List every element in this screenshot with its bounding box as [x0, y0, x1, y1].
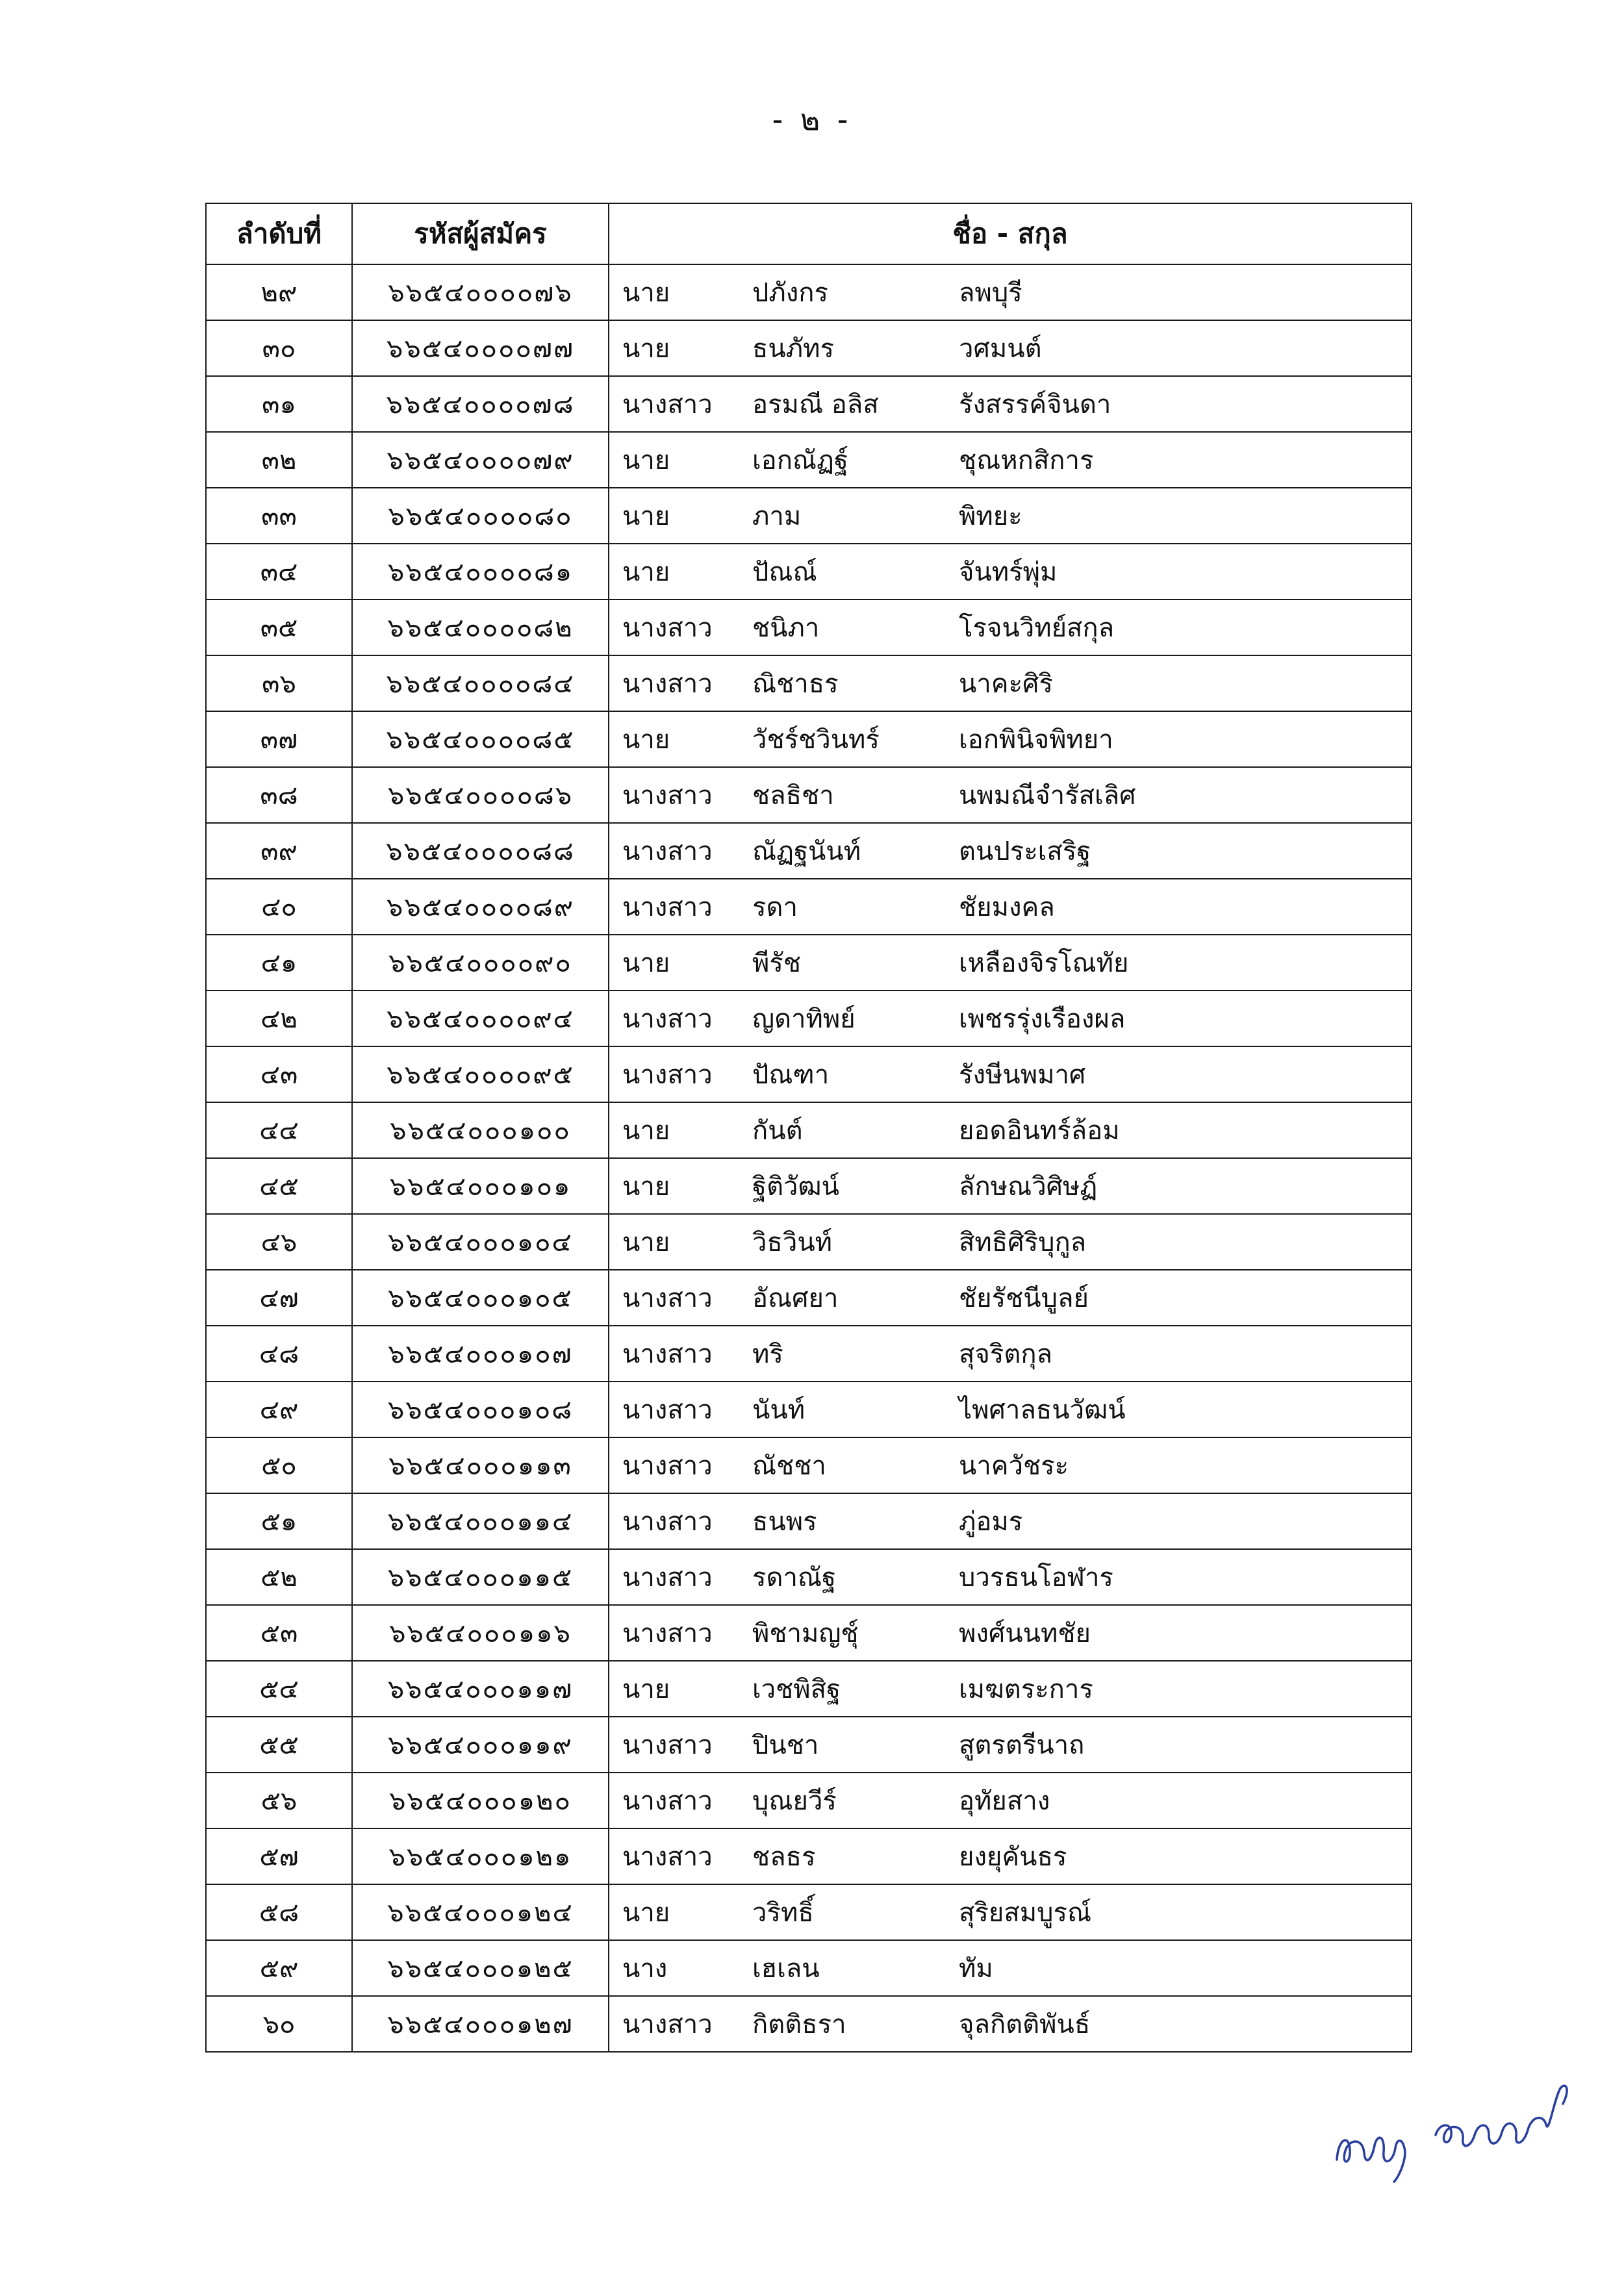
last-name: เหลืองจิรโณทัย [959, 948, 1129, 978]
last-name: ชัยรัชนีบูลย์ [959, 1283, 1089, 1313]
first-name: ฐิติวัฒน์ [752, 1172, 839, 1202]
first-name: ชลธิชา [752, 781, 834, 811]
last-name: รังสรรค์จินดา [959, 390, 1111, 420]
full-name [609, 1326, 1412, 1382]
table-row [206, 1102, 1412, 1158]
first-name: ภาม [752, 501, 802, 531]
last-name: จุลกิตติพันธ์ [959, 2010, 1091, 2040]
table-row [206, 544, 1412, 600]
table-row [206, 823, 1412, 879]
row-no: ๓๕ [206, 600, 352, 655]
first-name: เวชพิสิฐ [752, 1674, 841, 1704]
table-row [206, 1717, 1412, 1773]
full-name [609, 711, 1412, 767]
row-no: ๕๓ [206, 1605, 352, 1661]
applicant-code: ๖๖๕๔๐๐๐๑๒๗ [352, 1996, 609, 2052]
row-no: ๕๖ [206, 1773, 352, 1828]
first-name: ญดาทิพย์ [752, 1004, 856, 1034]
name-title: นางสาว [622, 1730, 713, 1760]
applicant-code: ๖๖๕๔๐๐๐๑๒๕ [352, 1940, 609, 1996]
first-name: กิตติธรา [752, 2010, 846, 2040]
row-no: ๕๐ [206, 1437, 352, 1493]
last-name: จันทร์พุ่ม [959, 557, 1058, 587]
applicant-code: ๖๖๕๔๐๐๐๑๒๔ [352, 1884, 609, 1940]
applicant-code: ๖๖๕๔๐๐๐๑๐๑ [352, 1158, 609, 1214]
name-title: นางสาว [622, 781, 713, 811]
applicant-code: ๖๖๕๔๐๐๐๐๗๘ [352, 376, 609, 432]
row-no: ๔๙ [206, 1382, 352, 1437]
name-title: นาย [622, 1116, 670, 1146]
first-name: ณัชชา [752, 1451, 826, 1481]
name-title: นาย [622, 725, 670, 755]
last-name: อุทัยสาง [959, 1786, 1050, 1816]
first-name: วริทธิ์ [752, 1898, 814, 1928]
name-title: นางสาว [622, 613, 713, 643]
first-name: ธนภัทร [752, 334, 834, 364]
last-name: เพชรรุ่งเรืองผล [959, 1004, 1126, 1034]
table-row [206, 1605, 1412, 1661]
last-name: ชุณหกสิการ [959, 446, 1094, 475]
name-title: นางสาว [622, 1060, 713, 1090]
row-no: ๓๙ [206, 823, 352, 879]
row-no: ๔๒ [206, 991, 352, 1046]
full-name [609, 488, 1412, 544]
applicant-code: ๖๖๕๔๐๐๐๑๑๖ [352, 1605, 609, 1661]
applicant-code: ๖๖๕๔๐๐๐๐๘๘ [352, 823, 609, 879]
row-no: ๖๐ [206, 1996, 352, 2052]
last-name: เมฆตระการ [959, 1674, 1093, 1704]
header-name: ชื่อ - สกุล [609, 203, 1412, 264]
full-name [609, 1661, 1412, 1717]
first-name: ปัณณ์ [752, 557, 817, 587]
applicant-code: ๖๖๕๔๐๐๐๑๐๕ [352, 1270, 609, 1326]
row-no: ๔๓ [206, 1046, 352, 1102]
row-no: ๔๗ [206, 1270, 352, 1326]
first-name: ธนพร [752, 1507, 817, 1537]
header-no: ลำดับที่ [206, 203, 352, 264]
table-row [206, 376, 1412, 432]
row-no: ๔๕ [206, 1158, 352, 1214]
row-no: ๓๗ [206, 711, 352, 767]
applicant-code: ๖๖๕๔๐๐๐๑๒๑ [352, 1828, 609, 1884]
applicant-code: ๖๖๕๔๐๐๐๑๑๗ [352, 1661, 609, 1717]
row-no: ๔๔ [206, 1102, 352, 1158]
row-no: ๕๒ [206, 1549, 352, 1605]
name-title: นางสาว [622, 1004, 713, 1034]
applicant-table [205, 203, 1412, 2053]
full-name [609, 1158, 1412, 1214]
row-no: ๓๐ [206, 320, 352, 376]
table-row [206, 991, 1412, 1046]
first-name: ปภังกร [752, 278, 828, 308]
table-row [206, 767, 1412, 823]
first-name: ณัฏฐนันท์ [752, 837, 861, 866]
applicant-code: ๖๖๕๔๐๐๐๐๘๕ [352, 711, 609, 767]
full-name [609, 320, 1412, 376]
name-title: นาย [622, 278, 670, 308]
name-title: นางสาว [622, 1339, 713, 1369]
first-name: ทริ [752, 1339, 783, 1369]
table-row [206, 600, 1412, 655]
last-name: นาคะศิริ [959, 669, 1053, 699]
row-no: ๔๘ [206, 1326, 352, 1382]
row-no: ๓๓ [206, 488, 352, 544]
full-name [609, 1996, 1412, 2052]
row-no: ๕๑ [206, 1493, 352, 1549]
full-name [609, 767, 1412, 823]
last-name: พิทยะ [959, 501, 1022, 531]
name-title: นางสาว [622, 1786, 713, 1816]
row-no: ๓๖ [206, 655, 352, 711]
name-title: นาย [622, 1228, 670, 1257]
full-name [609, 823, 1412, 879]
first-name: เอกณัฏฐ์ [752, 446, 848, 475]
applicant-code: ๖๖๕๔๐๐๐๐๗๙ [352, 432, 609, 488]
full-name [609, 1046, 1412, 1102]
row-no: ๓๔ [206, 544, 352, 600]
table-row [206, 1270, 1412, 1326]
last-name: วศมนต์ [959, 334, 1042, 364]
first-name: ชนิภา [752, 613, 820, 643]
table-row [206, 1493, 1412, 1549]
last-name: ลักษณวิศิษฏ์ [959, 1172, 1098, 1202]
applicant-code: ๖๖๕๔๐๐๐๐๘๐ [352, 488, 609, 544]
applicant-code: ๖๖๕๔๐๐๐๐๙๕ [352, 1046, 609, 1102]
applicant-code: ๖๖๕๔๐๐๐๑๐๐ [352, 1102, 609, 1158]
applicant-code: ๖๖๕๔๐๐๐๐๗๖ [352, 264, 609, 320]
row-no: ๕๕ [206, 1717, 352, 1773]
last-name: ตนประเสริฐ [959, 837, 1091, 866]
full-name [609, 1940, 1412, 1996]
first-name: กันต์ [752, 1116, 803, 1146]
name-title: นาย [622, 1674, 670, 1704]
last-name: ไพศาลธนวัฒน์ [959, 1395, 1126, 1425]
name-title: นางสาว [622, 390, 713, 420]
last-name: สูตรตรีนาถ [959, 1730, 1085, 1760]
name-title: นาย [622, 334, 670, 364]
row-no: ๕๘ [206, 1884, 352, 1940]
last-name: พงศ์นนทชัย [959, 1619, 1091, 1649]
first-name: วัชร์ชวินทร์ [752, 725, 880, 755]
name-title: นางสาว [622, 2010, 713, 2040]
page-number: - ๒ - [772, 102, 852, 137]
name-title: นางสาว [622, 837, 713, 866]
table-row [206, 1046, 1412, 1102]
header-code: รหัสผู้สมัคร [352, 203, 609, 264]
name-title: นาย [622, 501, 670, 531]
applicant-code: ๖๖๕๔๐๐๐๐๗๗ [352, 320, 609, 376]
last-name: สุจริตกุล [959, 1339, 1053, 1369]
last-name: นพมณีจำรัสเลิศ [959, 781, 1136, 811]
applicant-code: ๖๖๕๔๐๐๐๐๘๙ [352, 879, 609, 935]
first-name: อัณศยา [752, 1283, 839, 1313]
table-row [206, 1996, 1412, 2052]
first-name: ปินชา [752, 1730, 819, 1760]
full-name [609, 1605, 1412, 1661]
name-title: นางสาว [622, 892, 713, 922]
table-row [206, 320, 1412, 376]
applicant-code: ๖๖๕๔๐๐๐๑๑๙ [352, 1717, 609, 1773]
table-row [206, 879, 1412, 935]
first-name: นันท์ [752, 1395, 806, 1425]
table-row [206, 1884, 1412, 1940]
full-name [609, 1773, 1412, 1828]
last-name: สิทธิศิริบุกูล [959, 1228, 1087, 1257]
table-row [206, 935, 1412, 991]
first-name: ชลธร [752, 1842, 816, 1872]
name-title: นางสาว [622, 1451, 713, 1481]
table-row [206, 1773, 1412, 1828]
table-row [206, 1828, 1412, 1884]
applicant-code: ๖๖๕๔๐๐๐๑๒๐ [352, 1773, 609, 1828]
last-name: ชัยมงคล [959, 892, 1055, 922]
applicant-code: ๖๖๕๔๐๐๐๑๑๓ [352, 1437, 609, 1493]
full-name [609, 655, 1412, 711]
row-no: ๓๑ [206, 376, 352, 432]
first-name: บุณยวีร์ [752, 1786, 837, 1816]
name-title: นางสาว [622, 669, 713, 699]
row-no: ๔๐ [206, 879, 352, 935]
name-title: นางสาว [622, 1507, 713, 1537]
row-no: ๕๔ [206, 1661, 352, 1717]
first-name: ณิชาธร [752, 669, 839, 699]
table-row [206, 711, 1412, 767]
row-no: ๒๙ [206, 264, 352, 320]
last-name: บวรธนโอฬาร [959, 1563, 1113, 1593]
last-name: โรจนวิทย์สกุล [959, 613, 1115, 643]
last-name: ภู่อมร [959, 1507, 1023, 1537]
table-row [206, 1158, 1412, 1214]
applicant-code: ๖๖๕๔๐๐๐๑๑๔ [352, 1493, 609, 1549]
last-name: ยอดอินทร์ล้อม [959, 1116, 1120, 1146]
table-row [206, 1661, 1412, 1717]
full-name [609, 1382, 1412, 1437]
row-no: ๔๑ [206, 935, 352, 991]
table-row [206, 1326, 1412, 1382]
table-row [206, 1382, 1412, 1437]
name-title: นางสาว [622, 1619, 713, 1649]
applicant-code: ๖๖๕๔๐๐๐๑๐๘ [352, 1382, 609, 1437]
table-row [206, 655, 1412, 711]
table-row [206, 432, 1412, 488]
name-title: นาย [622, 446, 670, 475]
full-name [609, 264, 1412, 320]
full-name [609, 1437, 1412, 1493]
first-name: รดา [752, 892, 798, 922]
full-name [609, 432, 1412, 488]
full-name [609, 1828, 1412, 1884]
table-row [206, 488, 1412, 544]
table-row [206, 1940, 1412, 1996]
first-name: รดาณัฐ [752, 1563, 837, 1593]
full-name [609, 1884, 1412, 1940]
name-title: นาย [622, 557, 670, 587]
full-name [609, 1717, 1412, 1773]
applicant-code: ๖๖๕๔๐๐๐๑๐๗ [352, 1326, 609, 1382]
name-title: นางสาว [622, 1842, 713, 1872]
full-name [609, 935, 1412, 991]
name-title: นางสาว [622, 1283, 713, 1313]
full-name [609, 600, 1412, 655]
full-name [609, 1493, 1412, 1549]
applicant-code: ๖๖๕๔๐๐๐๐๙๔ [352, 991, 609, 1046]
name-title: นาง [622, 1954, 668, 1984]
row-no: ๓๘ [206, 767, 352, 823]
full-name [609, 1270, 1412, 1326]
name-title: นางสาว [622, 1395, 713, 1425]
full-name [609, 1214, 1412, 1270]
name-title: นาย [622, 1172, 670, 1202]
applicant-code: ๖๖๕๔๐๐๐๐๘๔ [352, 655, 609, 711]
table-row [206, 1437, 1412, 1493]
last-name: ลพบุรี [959, 278, 1022, 308]
row-no: ๔๖ [206, 1214, 352, 1270]
last-name: นาควัชระ [959, 1451, 1069, 1481]
full-name [609, 376, 1412, 432]
first-name: อรมณี อลิส [752, 390, 879, 420]
applicant-code: ๖๖๕๔๐๐๐๑๐๔ [352, 1214, 609, 1270]
last-name: รังษีนพมาศ [959, 1060, 1086, 1090]
applicant-code: ๖๖๕๔๐๐๐๐๘๑ [352, 544, 609, 600]
first-name: พีรัช [752, 948, 801, 978]
applicant-code: ๖๖๕๔๐๐๐๑๑๕ [352, 1549, 609, 1605]
first-name: พิชามญชุ์ [752, 1619, 859, 1649]
applicant-code: ๖๖๕๔๐๐๐๐๘๒ [352, 600, 609, 655]
table-body [206, 264, 1412, 2052]
row-no: ๕๙ [206, 1940, 352, 1996]
name-title: นาย [622, 1898, 670, 1928]
name-title: นาย [622, 948, 670, 978]
row-no: ๕๗ [206, 1828, 352, 1884]
signature [1325, 2062, 1598, 2192]
row-no: ๓๒ [206, 432, 352, 488]
full-name [609, 1102, 1412, 1158]
full-name [609, 991, 1412, 1046]
first-name: เฮเลน [752, 1954, 820, 1984]
table-header-row [206, 203, 1412, 264]
applicant-code: ๖๖๕๔๐๐๐๐๙๐ [352, 935, 609, 991]
name-title: นางสาว [622, 1563, 713, 1593]
first-name: ปัณฑา [752, 1060, 830, 1090]
table-row [206, 1214, 1412, 1270]
last-name: ยงยุคันธร [959, 1842, 1067, 1872]
full-name [609, 1549, 1412, 1605]
full-name [609, 879, 1412, 935]
table-row [206, 1549, 1412, 1605]
last-name: เอกพินิจพิทยา [959, 725, 1113, 755]
last-name: สุริยสมบูรณ์ [959, 1898, 1092, 1928]
table-row [206, 264, 1412, 320]
full-name [609, 544, 1412, 600]
applicant-code: ๖๖๕๔๐๐๐๐๘๖ [352, 767, 609, 823]
last-name: ทัม [959, 1954, 993, 1984]
first-name: วิธวินท์ [752, 1228, 833, 1257]
